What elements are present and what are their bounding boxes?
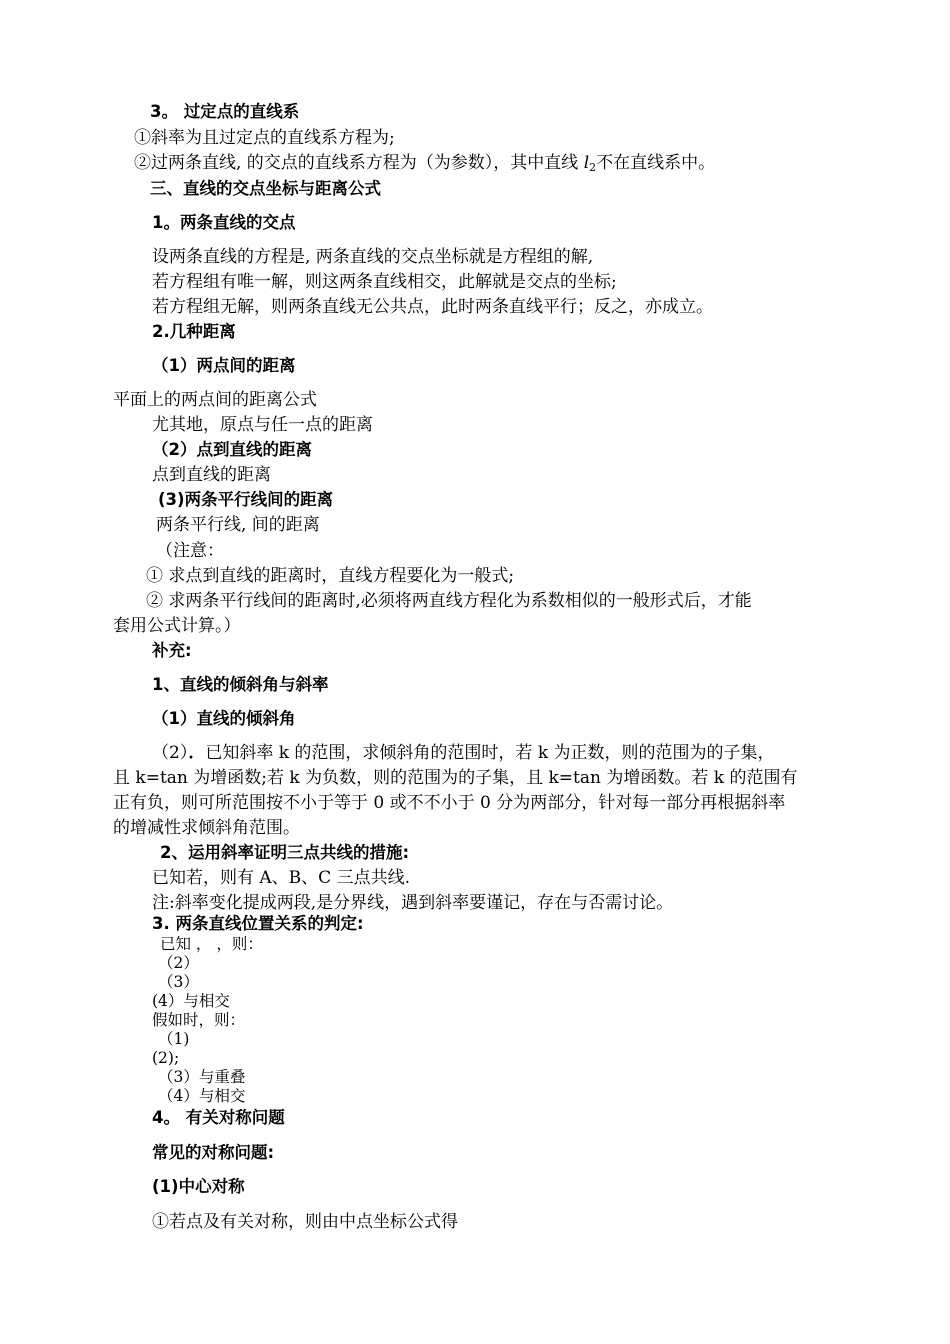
line-l-symbol: l <box>583 153 590 173</box>
origin-distance-text: 尤其地，原点与任一点的距离 <box>152 415 373 435</box>
note-item-2-line-2: 套用公式计算。） <box>113 616 241 636</box>
line-system-item-1: ①斜率为且过定点的直线系方程为; <box>134 128 395 148</box>
position-relation-title: 3. 两条直线位置关系的判定: <box>152 914 364 933</box>
position-relation-line-7: (2); <box>152 1049 180 1067</box>
point-line-distance-text: 点到直线的距离 <box>152 465 271 485</box>
inclination-angle-title: （1）直线的倾斜角 <box>152 709 296 728</box>
parallel-lines-distance-title: (3)两条平行线间的距离 <box>158 490 334 509</box>
line-system-item-2 <box>134 153 715 178</box>
parallel-lines-distance-text: 两条平行线, 间的距离 <box>156 515 320 535</box>
position-relation-line-9: （4）与相交 <box>158 1087 246 1105</box>
collinear-note: 注:斜率变化提成两段,是分界线，遇到斜率要谨记，存在与否需讨论。 <box>152 893 674 913</box>
position-relation-line-1: 已知 ， ，则： <box>160 935 263 953</box>
section-3-title: 3。 过定点的直线系 <box>150 102 300 121</box>
position-relation-line-4: (4）与相交 <box>152 992 230 1010</box>
two-points-distance-formula: 平面上的两点间的距离公式 <box>113 390 317 410</box>
position-relation-line-8: （3）与重叠 <box>158 1068 246 1086</box>
slope-range-line-1 <box>152 743 775 763</box>
central-symmetry-item-1: ①若点及有关对称，则由中点坐标公式得 <box>152 1212 458 1232</box>
note-item-1: ① 求点到直线的距离时，直线方程要化为一般式; <box>146 566 515 586</box>
note-open: （注意： <box>156 541 224 561</box>
line-system-item-2-text-a: ②过两条直线, 的交点的直线系方程为（为参数），其中直线 <box>134 153 584 173</box>
part-3-title: 三、直线的交点坐标与距离公式 <box>150 179 381 198</box>
intersection-line-3: 若方程组无解，则两条直线无公共点，此时两条直线平行；反之，亦成立。 <box>152 297 713 317</box>
central-symmetry-title: (1)中心对称 <box>152 1177 245 1196</box>
slope-range-text: 已知斜率 k 的范围，求倾斜角的范围时，若 k 为正数，则的范围为的子集， <box>205 743 775 763</box>
two-points-distance-title: （1）两点间的距离 <box>152 356 296 375</box>
collinear-title: 2、运用斜率证明三点共线的措施: <box>160 843 410 862</box>
line-system-item-2-text-b: 不在直线系中。 <box>596 153 716 173</box>
symmetry-title: 4。 有关对称问题 <box>152 1108 285 1127</box>
intersection-line-2: 若方程组有唯一解，则这两条直线相交，此解就是交点的坐标; <box>152 272 617 292</box>
distances-title: 2.几种距离 <box>152 322 236 341</box>
slope-range-line-3: 正有负，则可所范围按不小于等于 0 或不不小于 0 分为两部分，针对每一部分再根据斜率 <box>113 793 786 813</box>
note-item-2-line-1: ② 求两条平行线间的距离时,必须将两直线方程化为系数相似的一般形式后，才能 <box>146 591 752 611</box>
slope-range-dot: ． <box>188 743 206 763</box>
position-relation-line-6: （1) <box>158 1030 190 1048</box>
position-relation-line-3: （3） <box>158 973 199 991</box>
line-l-subscript: 2 <box>589 161 597 174</box>
slope-range-line-4: 的增减性求倾斜角范围。 <box>113 818 300 838</box>
supplement-title: 补充: <box>152 641 192 660</box>
intersection-line-1: 设两条直线的方程是, 两条直线的交点坐标就是方程组的解, <box>152 247 594 267</box>
position-relation-line-5: 假如时，则： <box>152 1011 246 1029</box>
position-relation-line-2: （2） <box>158 954 199 972</box>
slope-range-line-2: 且 k=tan 为增函数;若 k 为负数，则的范围为的子集，且 k=tan 为增函数。若 k 的范围有 <box>113 768 798 788</box>
slope-range-prefix: （2） <box>152 743 189 763</box>
inclination-slope-title: 1、直线的倾斜角与斜率 <box>152 675 329 694</box>
intersection-title: 1。两条直线的交点 <box>152 213 296 232</box>
common-symmetry-title: 常见的对称问题: <box>152 1143 275 1162</box>
collinear-line-1: 已知若，则有 A、B、C 三点共线. <box>152 868 410 888</box>
point-line-distance-title: （2）点到直线的距离 <box>152 440 312 459</box>
